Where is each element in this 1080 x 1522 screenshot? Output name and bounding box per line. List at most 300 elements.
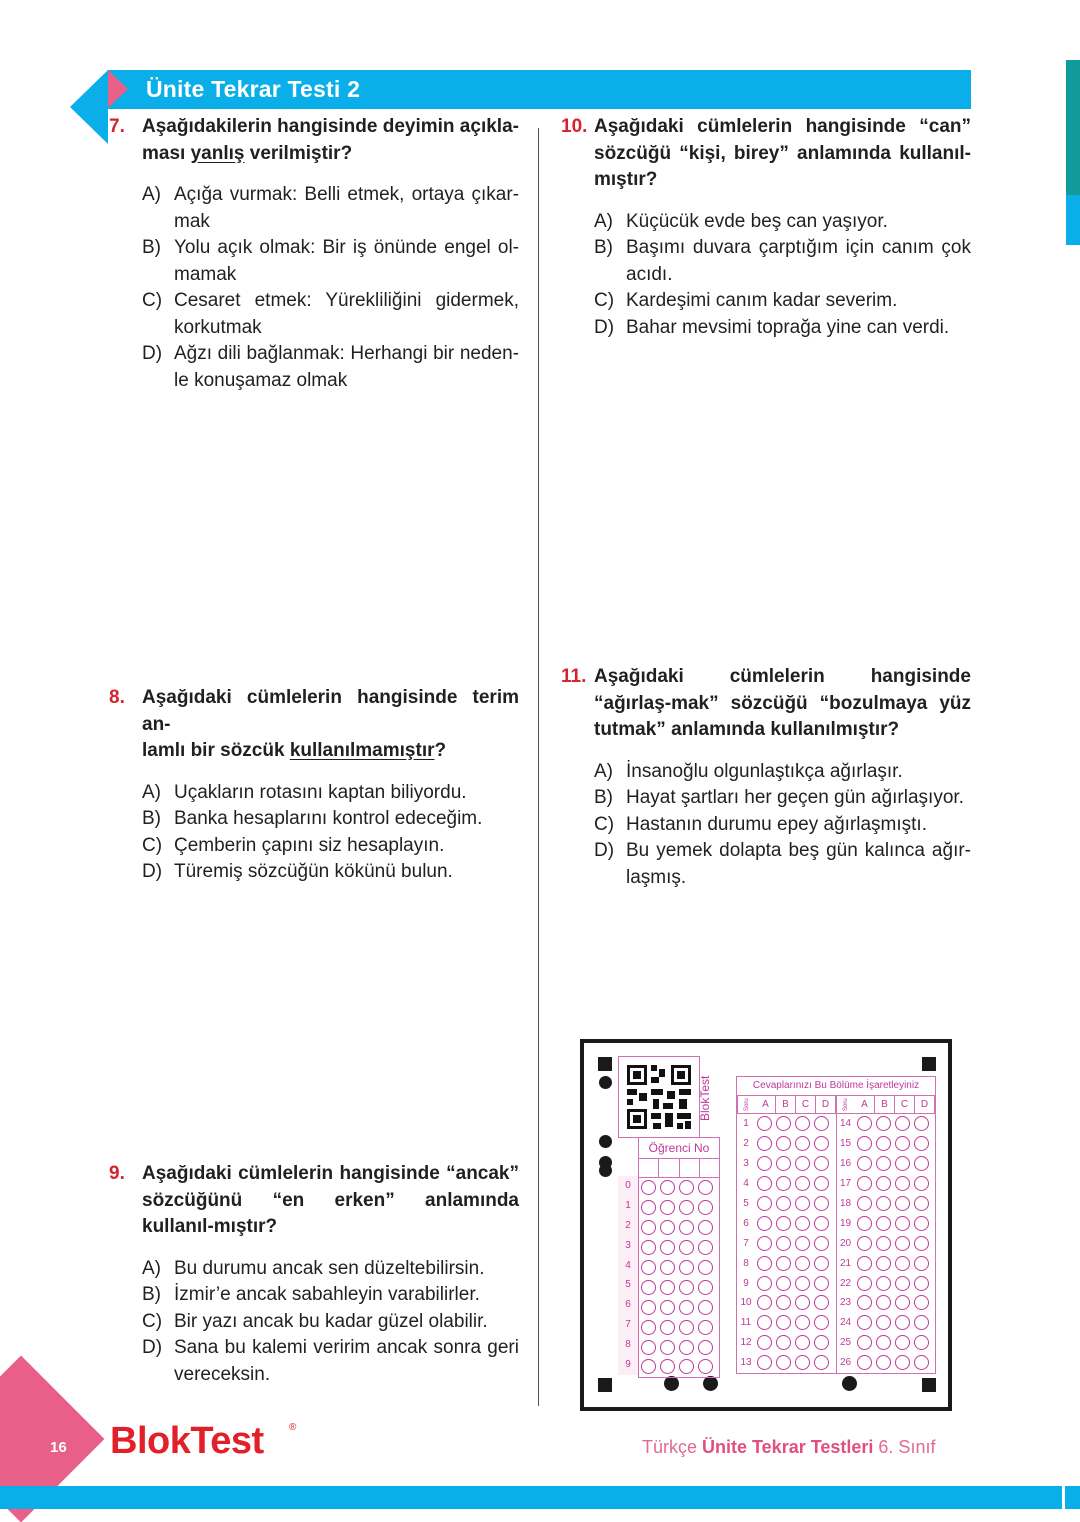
timing-dot (842, 1376, 857, 1391)
question-number-label: 17 (839, 1178, 852, 1190)
answer-row (737, 1253, 836, 1273)
question-number-label: 22 (839, 1277, 852, 1289)
answer-bubble[interactable] (698, 1359, 713, 1374)
stem-text: lamlı bir sözcük (142, 740, 290, 761)
answer-bubble[interactable] (914, 1156, 929, 1171)
answers-box (736, 1076, 936, 1374)
answer-bubble[interactable] (660, 1180, 675, 1195)
timing-dot (599, 1164, 612, 1177)
question-number: 10. (561, 116, 588, 137)
answer-bubble[interactable] (895, 1315, 910, 1330)
answer-bubble[interactable] (776, 1276, 791, 1291)
question-number-label: 6 (743, 1217, 749, 1229)
answer-bubble[interactable] (679, 1340, 694, 1355)
question-number-label: 26 (839, 1357, 852, 1369)
choice-header: A (756, 1096, 776, 1113)
option-d[interactable] (594, 838, 971, 891)
answer-bubble[interactable] (857, 1335, 872, 1350)
option-text: Çemberin çapını siz hesaplayın. (174, 834, 445, 856)
answer-bubble[interactable] (814, 1295, 829, 1310)
answer-bubble[interactable] (795, 1116, 810, 1131)
answer-row (837, 1273, 936, 1293)
answer-bubble[interactable] (795, 1295, 810, 1310)
answer-bubble[interactable] (795, 1136, 810, 1151)
answer-bubble[interactable] (776, 1156, 791, 1171)
answer-bubble[interactable] (914, 1276, 929, 1291)
answer-bubble[interactable] (698, 1180, 713, 1195)
option-text: Türemiş sözcüğün kökünü bulun. (174, 861, 453, 882)
answer-row (737, 1293, 836, 1313)
answer-row (737, 1273, 836, 1293)
question-stem (561, 114, 971, 194)
question-number-label: 20 (839, 1237, 852, 1249)
answer-bubble[interactable] (660, 1240, 675, 1255)
answer-bubble[interactable] (698, 1200, 713, 1215)
question-11 (561, 664, 971, 891)
registration-mark (922, 1378, 936, 1392)
answer-bubble[interactable] (895, 1136, 910, 1151)
answer-bubble[interactable] (914, 1335, 929, 1350)
answer-bubble[interactable] (876, 1335, 891, 1350)
question-number-label: 2 (743, 1138, 749, 1150)
footer-bar (0, 1486, 1080, 1509)
answer-bubble[interactable] (795, 1156, 810, 1171)
option-d[interactable] (142, 859, 519, 886)
answer-bubble[interactable] (795, 1355, 810, 1370)
answer-bubble[interactable] (814, 1196, 829, 1211)
answer-row (837, 1293, 936, 1313)
question-number-label: 1 (743, 1118, 749, 1130)
answer-bubble[interactable] (757, 1295, 772, 1310)
stem-text: verilmiştir? (244, 142, 353, 164)
stem-text: Aşağıdaki cümlelerin hangisinde terim an- (142, 687, 519, 735)
series-name: Ünite Tekrar Testleri (702, 1437, 874, 1457)
answer-bubble[interactable] (876, 1355, 891, 1370)
question-number-label: 16 (839, 1158, 852, 1170)
question-7 (109, 114, 519, 394)
option-a[interactable] (594, 759, 971, 786)
qr-code-icon (619, 1057, 699, 1137)
answer-bubble[interactable] (795, 1216, 810, 1231)
answer-bubble[interactable] (795, 1276, 810, 1291)
option-label: D) (594, 840, 615, 861)
column-divider (538, 128, 539, 1406)
answer-bubble[interactable] (776, 1176, 791, 1191)
question-stem (109, 1161, 519, 1241)
answer-bubble[interactable] (757, 1335, 772, 1350)
digit-label: 1 (618, 1196, 638, 1216)
choice-header: C (796, 1096, 816, 1113)
choice-header: C (895, 1096, 915, 1113)
stem-text: Aşağıdaki cümlelerin hangisinde “ağırlaş-mak” sözcüğü “bozulmaya yüz tutmak” anlamında kullanılmıştır? (594, 666, 971, 740)
answer-bubble[interactable] (814, 1176, 829, 1191)
digit-label: 7 (618, 1315, 638, 1335)
answer-bubble[interactable] (814, 1156, 829, 1171)
answer-bubble[interactable] (914, 1315, 929, 1330)
answer-bubble[interactable] (698, 1280, 713, 1295)
series-title (642, 1437, 935, 1458)
answer-bubble[interactable] (776, 1335, 791, 1350)
question-number-label: 13 (740, 1357, 752, 1369)
option-c[interactable] (594, 288, 971, 315)
answer-bubble[interactable] (776, 1136, 791, 1151)
series-grade: 6. Sınıf (873, 1437, 936, 1457)
answer-bubble[interactable] (776, 1256, 791, 1271)
answer-bubble[interactable] (914, 1256, 929, 1271)
digit-label: 2 (618, 1216, 638, 1236)
answer-bubble[interactable] (679, 1280, 694, 1295)
option-label: C) (142, 290, 163, 311)
answer-bubble[interactable] (914, 1136, 929, 1151)
stem-underlined: kullanılmamıştır (289, 740, 435, 761)
answer-bubble[interactable] (757, 1236, 772, 1251)
answer-bubble[interactable] (660, 1280, 675, 1295)
qr-code (618, 1056, 700, 1138)
answer-bubble[interactable] (757, 1156, 772, 1171)
answer-bubble[interactable] (679, 1220, 694, 1235)
answer-bubble[interactable] (814, 1236, 829, 1251)
option-text: Ağzı dili bağlanmak: Herhangi bir neden-le konuşamaz olmak (174, 343, 519, 391)
answer-bubble[interactable] (895, 1196, 910, 1211)
option-text: Kardeşimi canım kadar severim. (626, 290, 898, 311)
option-a[interactable] (594, 209, 971, 236)
answer-bubble[interactable] (757, 1355, 772, 1370)
answer-row (737, 1174, 836, 1194)
option-b[interactable] (142, 806, 519, 833)
answers-header (737, 1096, 935, 1114)
timing-dot (664, 1376, 679, 1391)
answer-bubble[interactable] (857, 1216, 872, 1231)
answer-bubble[interactable] (698, 1240, 713, 1255)
publisher-logo: BlokTest (110, 1420, 264, 1462)
option-b[interactable] (594, 785, 971, 812)
answer-bubble[interactable] (814, 1276, 829, 1291)
answer-row (837, 1154, 936, 1174)
answer-bubble[interactable] (757, 1276, 772, 1291)
answer-bubble[interactable] (641, 1300, 656, 1315)
answer-bubble[interactable] (876, 1315, 891, 1330)
question-number-label: 25 (839, 1337, 852, 1349)
option-label: C) (594, 813, 615, 835)
answer-bubble[interactable] (641, 1320, 656, 1335)
student-digit-row (639, 1357, 719, 1377)
answer-row (737, 1233, 836, 1253)
option-label: D) (142, 861, 163, 882)
answer-bubble[interactable] (679, 1200, 694, 1215)
answer-bubble[interactable] (895, 1295, 910, 1310)
options-list (561, 759, 971, 892)
options-list (109, 780, 519, 886)
answer-bubble[interactable] (876, 1256, 891, 1271)
answer-bubble[interactable] (679, 1320, 694, 1335)
answer-bubble[interactable] (698, 1320, 713, 1335)
answer-bubble[interactable] (914, 1176, 929, 1191)
answer-row (837, 1174, 936, 1194)
answer-bubble[interactable] (857, 1236, 872, 1251)
answer-bubble[interactable] (795, 1176, 810, 1191)
student-digit-row (639, 1238, 719, 1258)
answer-bubble[interactable] (814, 1315, 829, 1330)
answer-bubble[interactable] (757, 1116, 772, 1131)
option-d[interactable] (594, 315, 971, 342)
digit-label: 0 (618, 1176, 638, 1196)
answer-bubble[interactable] (679, 1240, 694, 1255)
student-digit-row (639, 1198, 719, 1218)
option-label: A) (594, 210, 613, 232)
question-number: 7. (109, 116, 125, 137)
answer-row (837, 1313, 936, 1333)
answer-bubble[interactable] (814, 1355, 829, 1370)
option-text: Başımı duvara çarptığım için canım çok acıdı. (626, 237, 971, 285)
question-8 (109, 685, 519, 886)
page-title: Ünite Tekrar Testi 2 (146, 76, 361, 102)
option-d[interactable] (142, 1335, 519, 1388)
answer-bubble[interactable] (895, 1355, 910, 1370)
answer-row (837, 1194, 936, 1214)
question-stem (109, 685, 519, 765)
answer-bubble[interactable] (876, 1196, 891, 1211)
answer-bubble[interactable] (641, 1260, 656, 1275)
answer-bubble[interactable] (641, 1280, 656, 1295)
options-list (109, 182, 519, 394)
answer-row (737, 1313, 836, 1333)
answer-bubble[interactable] (641, 1359, 656, 1374)
answer-bubble[interactable] (857, 1315, 872, 1330)
answer-bubble[interactable] (776, 1236, 791, 1251)
answer-bubble[interactable] (895, 1236, 910, 1251)
option-text: Bahar mevsimi toprağa yine can verdi. (626, 316, 950, 338)
option-b[interactable] (142, 1282, 519, 1309)
answer-bubble[interactable] (814, 1216, 829, 1231)
answer-bubble[interactable] (876, 1295, 891, 1310)
answer-bubble[interactable] (914, 1236, 929, 1251)
option-c[interactable] (594, 812, 971, 839)
answer-row (837, 1333, 936, 1353)
answer-bubble[interactable] (795, 1335, 810, 1350)
option-b[interactable] (594, 235, 971, 288)
answer-bubble[interactable] (660, 1359, 675, 1374)
option-c[interactable] (142, 288, 519, 341)
option-text: İnsanoğlu olgunlaştıkça ağırlaşır. (626, 760, 903, 782)
answer-bubble[interactable] (876, 1136, 891, 1151)
answer-bubble[interactable] (914, 1216, 929, 1231)
answer-bubble[interactable] (679, 1300, 694, 1315)
answer-bubble[interactable] (660, 1200, 675, 1215)
option-a[interactable] (142, 182, 519, 235)
digit-label: 4 (618, 1256, 638, 1276)
answer-bubble[interactable] (641, 1220, 656, 1235)
answer-bubble[interactable] (857, 1295, 872, 1310)
answer-bubble[interactable] (814, 1256, 829, 1271)
answer-bubble[interactable] (895, 1276, 910, 1291)
answer-bubble[interactable] (895, 1216, 910, 1231)
answer-bubble[interactable] (795, 1196, 810, 1211)
answer-bubble[interactable] (857, 1176, 872, 1191)
sheet-brand-label: BlokTest (698, 1075, 712, 1121)
answer-bubble[interactable] (895, 1335, 910, 1350)
answer-bubble[interactable] (660, 1340, 675, 1355)
question-number-label: 23 (839, 1297, 852, 1309)
answer-bubble[interactable] (641, 1340, 656, 1355)
answer-bubble[interactable] (776, 1116, 791, 1131)
answer-bubble[interactable] (641, 1240, 656, 1255)
answer-bubble[interactable] (757, 1216, 772, 1231)
student-digit-row (639, 1178, 719, 1198)
question-number-label: 4 (743, 1178, 749, 1190)
student-number-label: Öğrenci No (639, 1138, 719, 1159)
option-text: Sana bu kalemi veririm ancak sonra geri vereceksin. (174, 1337, 519, 1385)
option-c[interactable] (142, 833, 519, 860)
answer-bubble[interactable] (914, 1196, 929, 1211)
student-number-bubbles (639, 1178, 719, 1377)
edge-tab-blue-decoration (1066, 195, 1080, 245)
registered-mark: ® (289, 1422, 297, 1433)
question-stem (561, 664, 971, 744)
option-text: Bu durumu ancak sen düzeltebilirsin. (174, 1257, 485, 1279)
answer-bubble[interactable] (857, 1256, 872, 1271)
optical-answer-sheet (580, 1039, 952, 1411)
option-label: B) (594, 237, 613, 258)
question-10 (561, 114, 971, 341)
answer-row (737, 1213, 836, 1233)
answers-title: Cevaplarınızı Bu Bölüme İşaretleyiniz (737, 1077, 935, 1096)
answer-bubble[interactable] (895, 1116, 910, 1131)
option-text: Bu yemek dolapta beş gün kalınca ağır-laşmış. (626, 840, 971, 888)
option-text: Hastanın durumu epey ağırlaşmıştı. (626, 813, 927, 835)
answer-bubble[interactable] (914, 1295, 929, 1310)
question-number-label: 3 (743, 1158, 749, 1170)
registration-mark (598, 1057, 612, 1071)
question-number-label: 7 (743, 1237, 749, 1249)
answer-bubble[interactable] (660, 1220, 675, 1235)
answer-bubble[interactable] (660, 1260, 675, 1275)
soru-label: Soru (836, 1096, 855, 1113)
answer-bubble[interactable] (679, 1260, 694, 1275)
registration-mark (598, 1378, 612, 1392)
choice-header: D (915, 1096, 935, 1113)
answer-bubble[interactable] (857, 1136, 872, 1151)
stem-text: ması (142, 142, 191, 164)
answer-bubble[interactable] (795, 1256, 810, 1271)
answer-bubble[interactable] (857, 1196, 872, 1211)
answer-bubble[interactable] (914, 1116, 929, 1131)
option-b[interactable] (142, 235, 519, 288)
answer-bubble[interactable] (876, 1236, 891, 1251)
answer-bubble[interactable] (641, 1180, 656, 1195)
answer-bubble[interactable] (757, 1196, 772, 1211)
answer-bubble[interactable] (698, 1340, 713, 1355)
digit-label: 8 (618, 1335, 638, 1355)
answer-bubble[interactable] (757, 1136, 772, 1151)
option-label: B) (142, 237, 161, 258)
answer-bubble[interactable] (660, 1320, 675, 1335)
digit-label: 9 (618, 1355, 638, 1375)
choice-header: B (776, 1096, 796, 1113)
option-label: A) (142, 781, 161, 803)
option-label: B) (142, 808, 161, 829)
answer-bubble[interactable] (876, 1156, 891, 1171)
student-digit-row (639, 1317, 719, 1337)
answers-column-left (737, 1114, 837, 1373)
series-subject: Türkçe (642, 1437, 703, 1457)
stem-text: Aşağıdakilerin hangisinde deyimin açıkla- (142, 116, 519, 137)
answer-bubble[interactable] (895, 1256, 910, 1271)
question-number-label: 12 (740, 1337, 752, 1349)
question-number: 11. (561, 666, 587, 687)
choice-header: A (855, 1096, 875, 1113)
answer-bubble[interactable] (895, 1156, 910, 1171)
answer-bubble[interactable] (776, 1355, 791, 1370)
answer-bubble[interactable] (814, 1136, 829, 1151)
answer-bubble[interactable] (757, 1176, 772, 1191)
answer-bubble[interactable] (679, 1180, 694, 1195)
answer-bubble[interactable] (698, 1220, 713, 1235)
answer-bubble[interactable] (876, 1116, 891, 1131)
stem-text: Aşağıdaki cümlelerin hangisinde “ancak” sözcüğünü “en erken” anlamında kullanıl-mıştır? (142, 1163, 519, 1237)
option-label: D) (594, 316, 615, 338)
question-number-label: 18 (839, 1198, 852, 1209)
answer-bubble[interactable] (641, 1200, 656, 1215)
answer-bubble[interactable] (757, 1256, 772, 1271)
option-label: A) (142, 1257, 161, 1279)
option-c[interactable] (142, 1309, 519, 1336)
answer-bubble[interactable] (795, 1236, 810, 1251)
answer-bubble[interactable] (776, 1315, 791, 1330)
answer-bubble[interactable] (857, 1116, 872, 1131)
answer-bubble[interactable] (698, 1260, 713, 1275)
answer-row (737, 1333, 836, 1353)
answer-bubble[interactable] (857, 1276, 872, 1291)
timing-dot (599, 1076, 612, 1089)
answer-row (837, 1213, 936, 1233)
answer-bubble[interactable] (914, 1355, 929, 1370)
option-label: B) (594, 787, 613, 808)
question-9 (109, 1161, 519, 1388)
option-d[interactable] (142, 341, 519, 394)
answer-bubble[interactable] (795, 1315, 810, 1330)
answer-row (737, 1134, 836, 1154)
digit-label: 3 (618, 1236, 638, 1256)
answer-bubble[interactable] (857, 1156, 872, 1171)
answer-bubble[interactable] (895, 1176, 910, 1191)
answer-bubble[interactable] (814, 1335, 829, 1350)
option-label: B) (142, 1284, 161, 1305)
option-a[interactable] (142, 780, 519, 807)
header-pink-triangle (108, 70, 128, 108)
student-number-write-cells[interactable] (639, 1159, 719, 1178)
option-a[interactable] (142, 1256, 519, 1283)
option-text: Uçakların rotasını kaptan biliyordu. (174, 781, 467, 803)
choice-header: D (816, 1096, 836, 1113)
answer-bubble[interactable] (857, 1355, 872, 1370)
option-text: Bir yazı ancak bu kadar güzel olabilir. (174, 1310, 488, 1332)
option-text: Küçücük evde beş can yaşıyor. (626, 210, 888, 232)
answer-bubble[interactable] (698, 1300, 713, 1315)
answer-bubble[interactable] (776, 1295, 791, 1310)
answer-bubble[interactable] (776, 1196, 791, 1211)
answer-bubble[interactable] (876, 1276, 891, 1291)
question-stem (109, 114, 519, 167)
option-label: D) (142, 343, 163, 364)
answer-bubble[interactable] (876, 1216, 891, 1231)
answer-bubble[interactable] (679, 1359, 694, 1374)
answer-bubble[interactable] (757, 1315, 772, 1330)
answer-bubble[interactable] (660, 1300, 675, 1315)
answer-bubble[interactable] (776, 1216, 791, 1231)
answer-bubble[interactable] (814, 1116, 829, 1131)
question-number-label: 15 (839, 1138, 852, 1150)
answer-bubble[interactable] (876, 1176, 891, 1191)
